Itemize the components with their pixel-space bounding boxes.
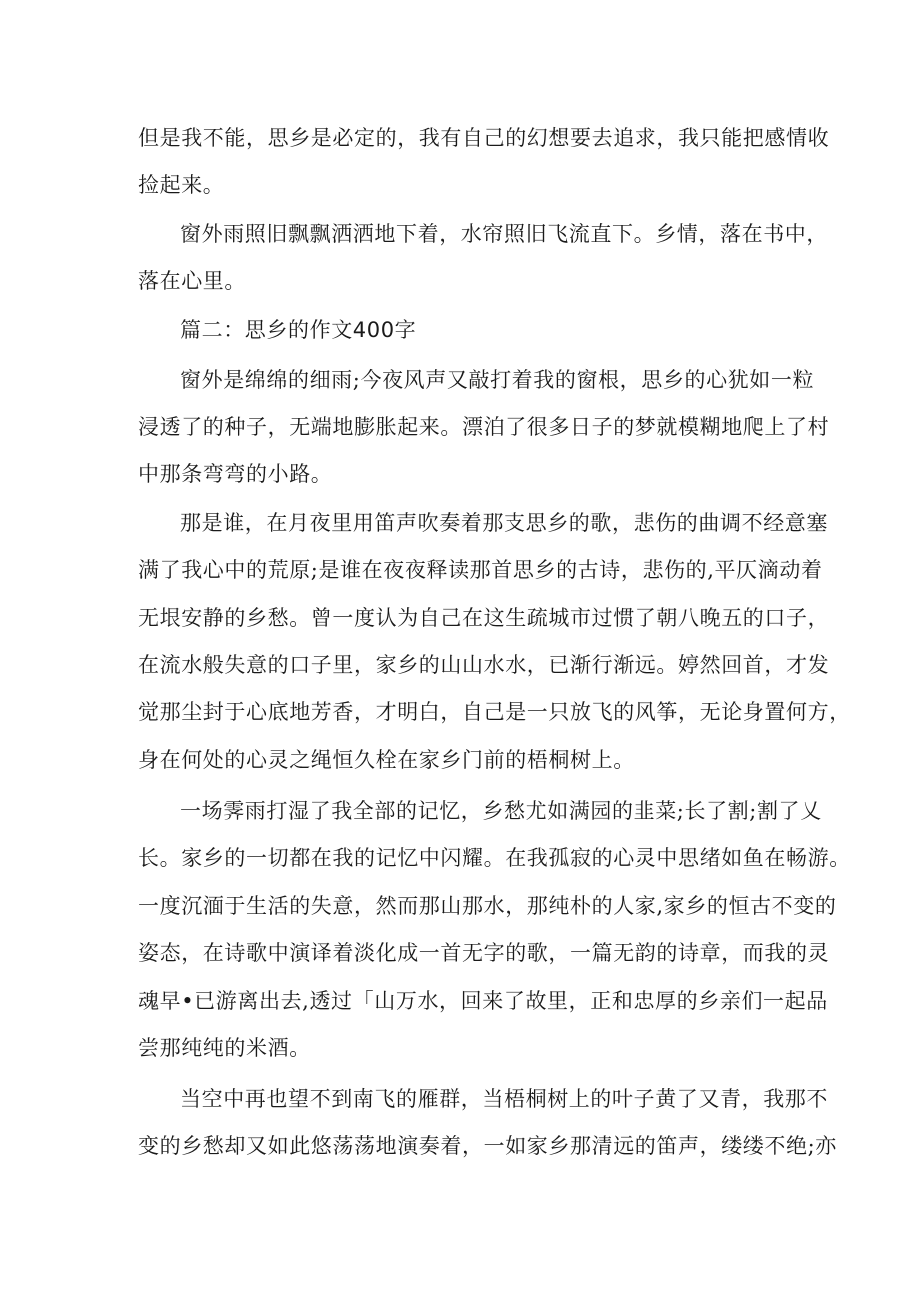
paragraph-line: 觉那尘封于心底地芳香，才明白，自己是一只放飞的风筝，无论身置何方， bbox=[138, 700, 851, 724]
paragraph-line: 浸透了的种子，无端地膨胀起来。漂泊了很多日子的梦就模糊地爬上了村 bbox=[138, 415, 830, 439]
paragraph-line: 落在心里。 bbox=[138, 269, 246, 293]
paragraph-line: 满了我心中的荒原;是谁在夜夜释读那首思乡的古诗，悲伤的,平仄滴动着 bbox=[138, 558, 823, 582]
paragraph-line: 身在何处的心灵之绳恒久栓在家乡门前的梧桐树上。 bbox=[138, 748, 635, 772]
paragraph-line: 魂早•已游离出去,透过「山万水，回来了故里，正和忠厚的乡亲们一起品 bbox=[138, 989, 828, 1013]
paragraph-line: 窗外是绵绵的细雨;今夜风声又敲打着我的窗根，思乡的心犹如一粒 bbox=[180, 368, 815, 392]
paragraph-line: 一场霁雨打湿了我全部的记忆，乡愁尤如满园的韭菜;长了割;割了乂 bbox=[180, 799, 822, 823]
paragraph-line: 无垠安静的乡愁。曾一度认为自己在这生疏城市过惯了朝八晚五的口子， bbox=[138, 606, 830, 630]
paragraph-line: 一度沉湎于生活的失意，然而那山那水，那纯朴的人家,家乡的恒古不变的 bbox=[138, 894, 837, 918]
paragraph-line: 长。家乡的一切都在我的记忆中闪耀。在我孤寂的心灵中思绪如鱼在畅游。 bbox=[138, 846, 851, 870]
paragraph-line: 姿态，在诗歌中演译着淡化成一首无字的歌，一篇无韵的诗章，而我的灵 bbox=[138, 941, 830, 965]
paragraph-line: 那是谁，在月夜里用笛声吹奏着那支思乡的歌，悲伤的曲调不经意塞 bbox=[180, 511, 828, 535]
paragraph-line: 变的乡愁却又如此悠荡荡地演奏着，一如家乡那清远的笛声，缕缕不绝;亦 bbox=[138, 1134, 837, 1158]
paragraph-line: 当空中再也望不到南飞的雁群，当梧桐树上的叶子黄了又青，我那不 bbox=[180, 1087, 828, 1111]
paragraph-line: 中那条弯弯的小路。 bbox=[138, 462, 333, 486]
paragraph-line: 但是我不能，思乡是必定的，我有自己的幻想要去追求，我只能把感情收 bbox=[138, 126, 830, 150]
section-heading: 篇二：思乡的作文400字 bbox=[180, 318, 417, 342]
paragraph-line: 窗外雨照旧飘飘洒洒地下着，水帘照旧飞流直下。乡情，落在书中， bbox=[180, 222, 828, 246]
paragraph-line: 尝那纯纯的米酒。 bbox=[138, 1036, 311, 1060]
paragraph-line: 捡起来。 bbox=[138, 173, 225, 197]
paragraph-line: 在流水般失意的口子里，家乡的山山水水，已渐行渐远。婷然回首，才发 bbox=[138, 653, 830, 677]
